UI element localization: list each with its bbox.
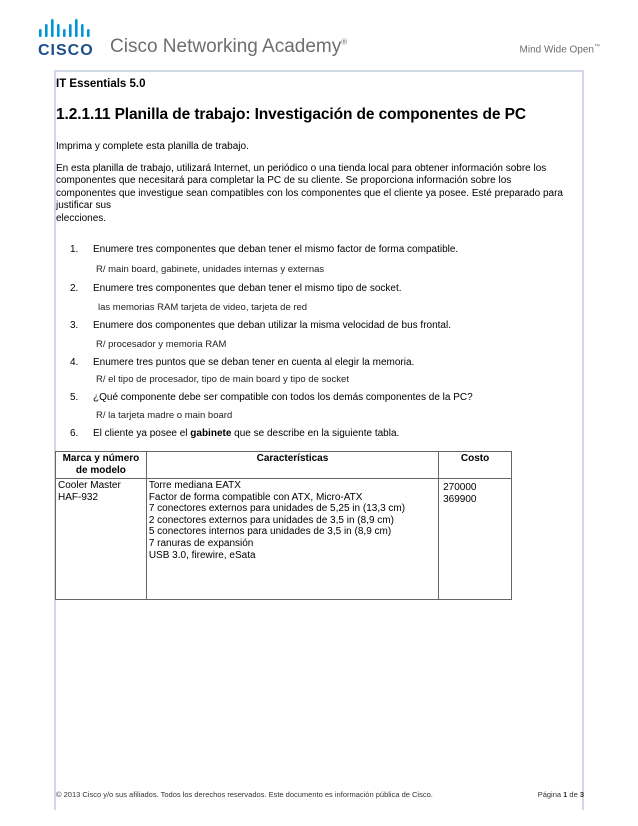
page-number: Página 1 de 3 [537, 790, 584, 799]
intro-line: componentes que investigue sean compatibles con los componentes que el cliente ya posee. Esté preparado para justificar sus [56, 187, 563, 212]
cost-cell: 270000 369900 [439, 479, 512, 600]
intro-line: elecciones. [56, 212, 107, 224]
intro-line: componentes que necesitará para completar la PC de su cliente. Se proporciona información sobre los [56, 175, 512, 187]
instruction-text: Imprima y complete esta planilla de trabajo. [56, 141, 249, 152]
cisco-wordmark: CISCO [38, 42, 94, 59]
page-title: 1.2.1.11 Planilla de trabajo: Investigación de componentes de PC [56, 106, 526, 123]
course-name: IT Essentials 5.0 [56, 78, 146, 90]
column-header-cost: Costo [439, 452, 512, 479]
intro-paragraph [56, 163, 584, 225]
academy-name: Cisco Networking Academy® [110, 36, 348, 57]
answer-3: R/ procesador y memoria RAM [96, 339, 227, 350]
features-cell: Torre mediana EATX Factor de forma compatible con ATX, Micro-ATX 7 conectores externos para unidades de 5,25 in (13,3 cm) 2 conectores externos para unidades de 3,5 in (8,9 cm) 5 conectores internos para unidades de 3,5 in (8,9 cm) 7 ranuras de expansión USB 3.0, firewire, eSata [146, 479, 438, 600]
answer-4: R/ el tipo de procesador, tipo de main board y tipo de socket [96, 374, 349, 385]
page-frame-top [54, 70, 584, 72]
question-2: 2. Enumere tres componentes que deban tener el mismo tipo de socket. [70, 283, 402, 294]
question-1: 1. Enumere tres componentes que deban tener el mismo factor de forma compatible. [70, 244, 459, 255]
cisco-logo [38, 18, 98, 58]
table-row [56, 479, 512, 600]
cisco-bridge-icon [38, 18, 98, 40]
table-header-row [56, 452, 512, 479]
brand-cell: Cooler Master HAF-932 [56, 479, 147, 600]
answer-2: las memorias RAM tarjeta de video, tarjeta de red [98, 302, 308, 313]
column-header-brand: Marca y número de modelo [56, 452, 147, 479]
case-table [55, 451, 512, 600]
question-6: 6. El cliente ya posee el gabinete que se describe en la siguiente tabla. [70, 428, 400, 439]
question-5: 5. ¿Qué componente debe ser compatible con todos los demás componentes de la PC? [70, 392, 473, 403]
question-4: 4. Enumere tres puntos que se deban tener en cuenta al elegir la memoria. [70, 357, 415, 368]
question-3: 3. Enumere dos componentes que deban utilizar la misma velocidad de bus frontal. [70, 320, 451, 331]
page-header [0, 0, 638, 70]
answer-5: R/ la tarjeta madre o main board [96, 410, 233, 421]
copyright-text: © 2013 Cisco y/o sus afiliados. Todos los derechos reservados. Este documento es información pública de Cisco. [56, 790, 433, 799]
column-header-features: Características [146, 452, 438, 479]
answer-1: R/ main board, gabinete, unidades internas y externas [96, 264, 325, 275]
tagline: Mind Wide Open™ [519, 44, 600, 56]
intro-line: En esta planilla de trabajo, utilizará Internet, un periódico o una tienda local para obtener información sobre los [56, 163, 547, 174]
